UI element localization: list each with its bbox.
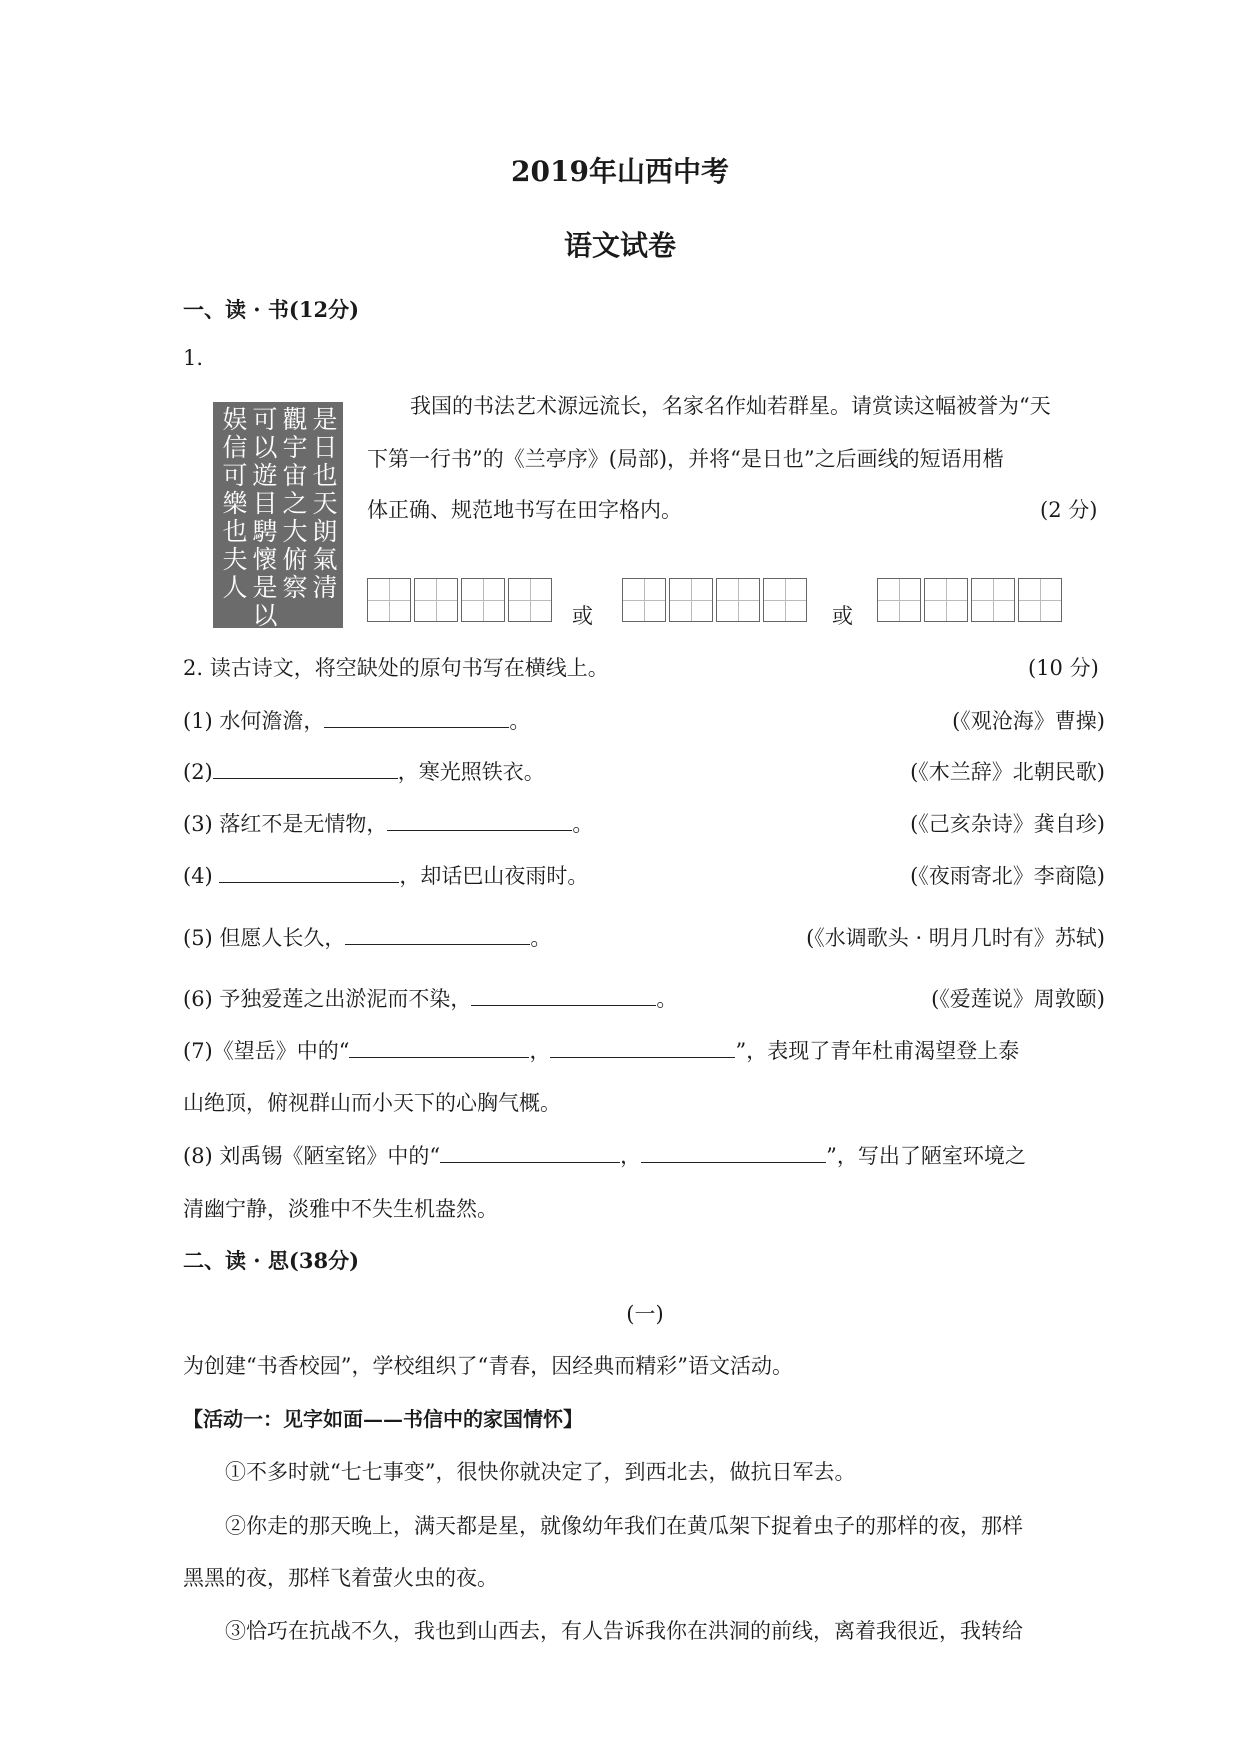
grid-cell[interactable] [367, 578, 411, 622]
section-heading-2: 二、读 · 思(38分) [183, 1248, 360, 1273]
poem-source: (《爱莲说》周敦颐) [931, 987, 1105, 1011]
answer-blank[interactable] [324, 705, 509, 728]
poem-item [183, 705, 530, 735]
answer-blank[interactable] [213, 756, 398, 779]
activity-heading: 【活动一：见字如面——书信中的家国情怀】 [183, 1407, 583, 1431]
tianzige-grid-2[interactable] [622, 578, 810, 622]
poem-item-pre: (4) [183, 864, 220, 888]
letter-paragraph: 黑黑的夜，那样飞着萤火虫的夜。 [183, 1566, 498, 1590]
part-label: (一) [626, 1302, 664, 1326]
poem-item-pre: (3) 落红不是无情物， [183, 812, 388, 836]
grid-cell[interactable] [716, 578, 760, 622]
or-label-2: 或 [832, 604, 853, 628]
q2-stem: 2. 读古诗文，将空缺处的原句书写在横线上。 [183, 656, 609, 680]
answer-blank[interactable] [471, 983, 656, 1006]
poem-item [183, 756, 545, 786]
grid-cell[interactable] [924, 578, 968, 622]
exam-title: 2019年山西中考 [511, 155, 729, 188]
q1-text-line2: 下第一行书”的《兰亭序》(局部)，并将“是日也”之后画线的短语用楷 [367, 447, 1004, 471]
poem-item-post: ，却话巴山夜雨时。 [399, 864, 589, 888]
calligraphy-column: 觀宇宙之大俯察 [282, 405, 308, 602]
grid-cell[interactable] [877, 578, 921, 622]
poem-item-post: ”，写出了陋室环境之 [826, 1144, 1026, 1168]
grid-cell[interactable] [414, 578, 458, 622]
poem-item-post: 。 [656, 987, 678, 1011]
poem-item [183, 808, 593, 838]
tianzige-grid-1[interactable] [367, 578, 555, 622]
poem-item-post: 。 [509, 709, 531, 733]
answer-blank[interactable] [440, 1140, 620, 1163]
poem-item [183, 922, 551, 952]
grid-cell[interactable] [971, 578, 1015, 622]
poem-source: (《水调歌头 · 明月几时有》苏轼) [806, 926, 1105, 950]
question-number-1: 1. [183, 346, 204, 370]
poem-item-mid: ， [529, 1039, 551, 1063]
letter-paragraph: ①不多时就“七七事变”，很快你就决定了，到西北去，做抗日军去。 [225, 1460, 856, 1484]
poem-item-8 [183, 1140, 1026, 1170]
section-heading-1: 一、读 · 书(12分) [183, 297, 360, 322]
poem-item-7 [183, 1035, 1019, 1065]
answer-blank[interactable] [550, 1035, 735, 1058]
letter-paragraph: ②你走的那天晚上，满天都是星，就像幼年我们在黄瓜架下捉着虫子的那样的夜，那样 [225, 1514, 1023, 1538]
poem-item-8-line2: 清幽宁静，淡雅中不失生机盎然。 [183, 1197, 498, 1221]
poem-item-post: 。 [530, 926, 552, 950]
poem-item-pre: (1) 水何澹澹， [183, 709, 325, 733]
grid-cell[interactable] [763, 578, 807, 622]
q2-score: (10 分) [1028, 656, 1099, 680]
letter-paragraph: ③恰巧在抗战不久，我也到山西去，有人告诉我你在洪洞的前线，离着我很近，我转给 [225, 1619, 1023, 1643]
poem-item-pre: (7)《望岳》中的“ [183, 1039, 350, 1063]
grid-cell[interactable] [461, 578, 505, 622]
calligraphy-column: 是日也天朗氣清 [312, 405, 338, 602]
answer-blank[interactable] [349, 1035, 529, 1058]
grid-cell[interactable] [508, 578, 552, 622]
poem-item-pre: (5) 但愿人长久， [183, 926, 346, 950]
lantingxu-calligraphy-image [213, 402, 343, 628]
poem-item-7-line2: 山绝顶，俯视群山而小天下的心胸气概。 [183, 1091, 561, 1115]
poem-item-pre: (2) [183, 760, 213, 784]
poem-source: (《夜雨寄北》李商隐) [910, 864, 1105, 888]
poem-item-pre: (8) 刘禹锡《陋室铭》中的“ [183, 1144, 441, 1168]
poem-source: (《己亥杂诗》龚自珍) [910, 812, 1105, 836]
grid-cell[interactable] [622, 578, 666, 622]
poem-item-post: ”，表现了青年杜甫渴望登上泰 [735, 1039, 1020, 1063]
calligraphy-column: 娱信可樂也夫人 [222, 405, 248, 602]
exam-subtitle: 语文试卷 [563, 229, 676, 262]
poem-item-post: 。 [572, 812, 594, 836]
tianzige-grid-3[interactable] [877, 578, 1065, 622]
poem-source: (《观沧海》曹操) [952, 709, 1105, 733]
section2-intro: 为创建“书香校园”，学校组织了“青春，因经典而精彩”语文活动。 [183, 1354, 793, 1378]
grid-cell[interactable] [1018, 578, 1062, 622]
q1-text-line3: 体正确、规范地书写在田字格内。 [367, 498, 682, 522]
poem-item [183, 983, 677, 1013]
poem-item-pre: (6) 予独爱莲之出淤泥而不染， [183, 987, 472, 1011]
or-label-1: 或 [572, 604, 593, 628]
poem-item-post: ，寒光照铁衣。 [397, 760, 545, 784]
poem-item-mid: ， [620, 1144, 642, 1168]
q1-score: (2 分) [1040, 498, 1098, 522]
poem-item [183, 860, 588, 890]
answer-blank[interactable] [387, 808, 572, 831]
poem-source: (《木兰辞》北朝民歌) [910, 760, 1105, 784]
answer-blank[interactable] [641, 1140, 826, 1163]
calligraphy-column: 可以遊目騁懷是以 [252, 405, 278, 628]
answer-blank[interactable] [219, 860, 399, 883]
answer-blank[interactable] [345, 922, 530, 945]
q1-text-line1: 我国的书法艺术源远流长，名家名作灿若群星。请赏读这幅被誉为“天 [410, 394, 1051, 418]
grid-cell[interactable] [669, 578, 713, 622]
